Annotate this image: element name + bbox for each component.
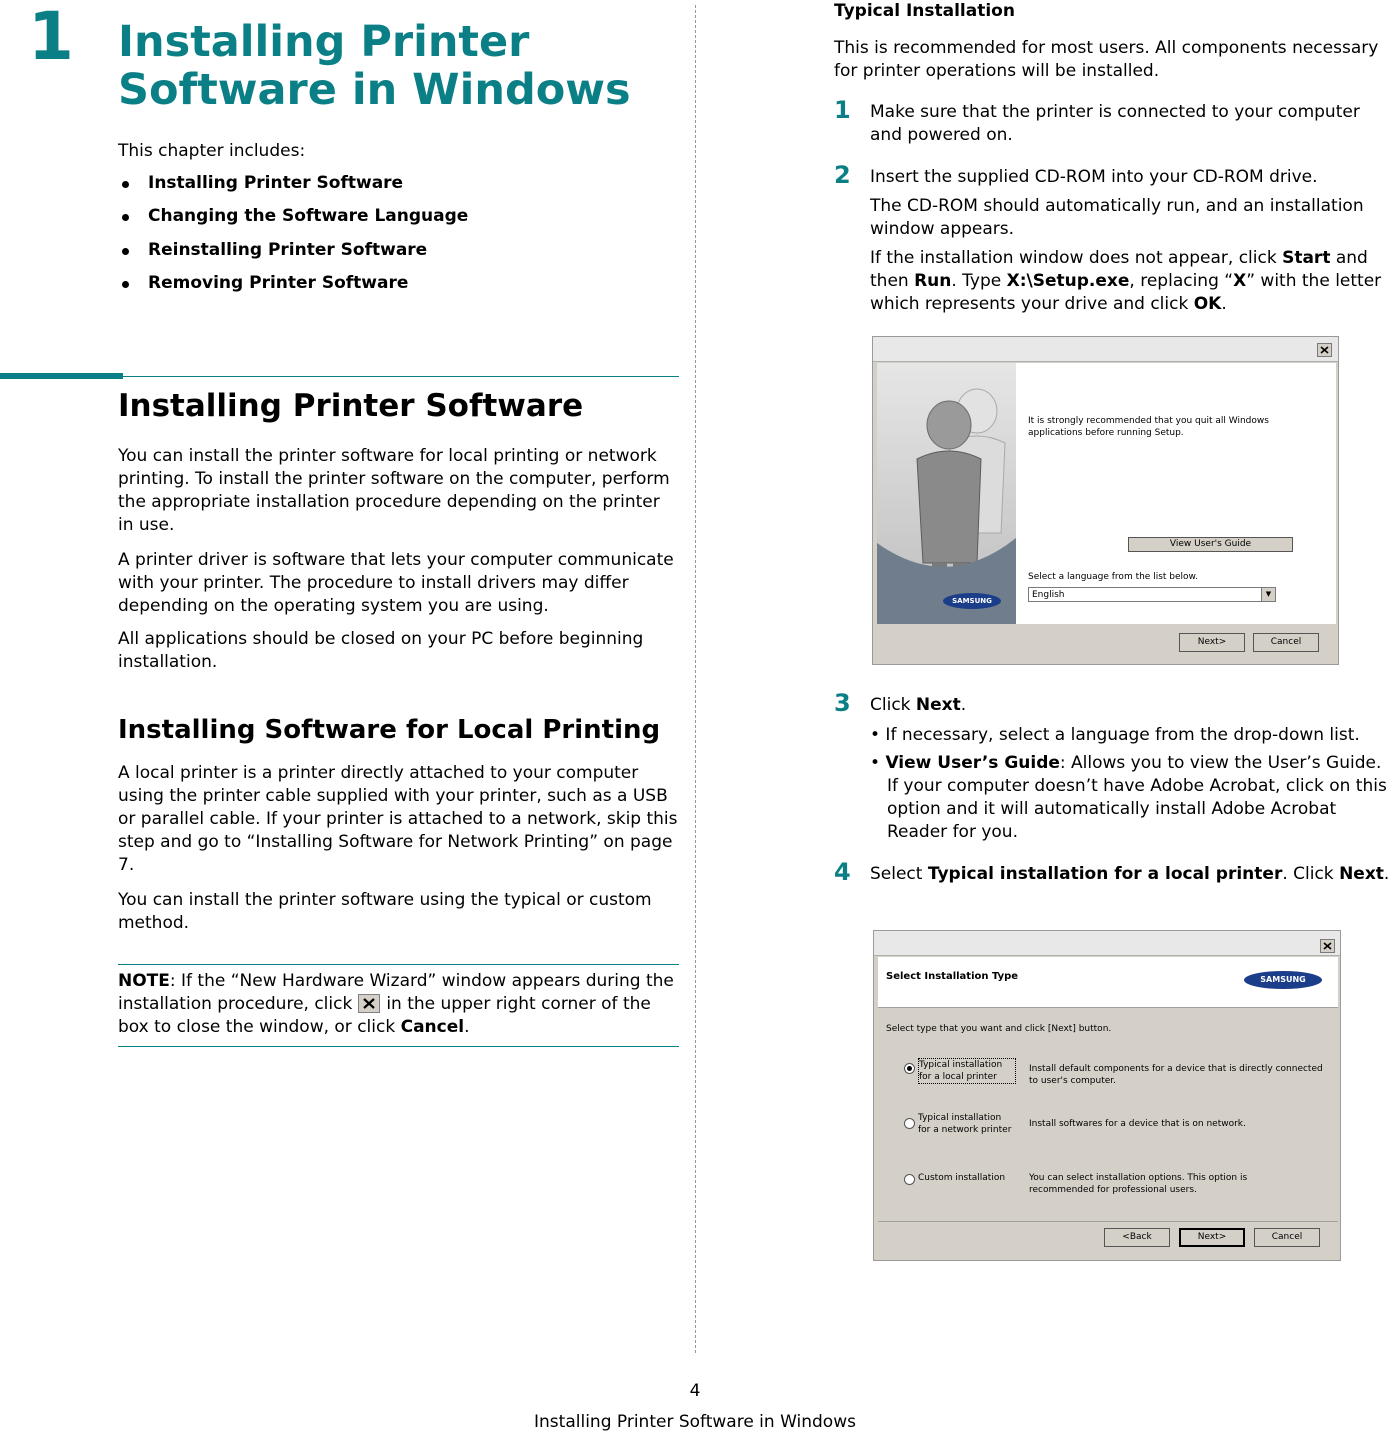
toc-item[interactable]: Changing the Software Language — [118, 205, 468, 238]
step-text: Make sure that the printer is connected to your computer and powered on. — [870, 102, 1360, 145]
note-text: in the upper right corner of the box to close the window, or click — [118, 994, 651, 1037]
subsection-paragraph: You can install the printer software using the typical or custom method. — [118, 890, 652, 933]
subsection-paragraph: A local printer is a printer directly attached to your computer using the printer cable supplied with your printer, such as a USB or parallel cable. If your printer is attached to a network, skip this step and go to “Installing Software for Network Printing” on page 7. — [118, 763, 678, 875]
section-title: Installing Printer Software — [118, 388, 584, 424]
note: NOTE: If the “New Hardware Wizard” window appears during the installation procedure, click in the upper right corner of the box to close the window, or click Cancel. — [118, 971, 674, 1037]
step-number: 3 — [834, 689, 851, 717]
note-cancel: Cancel — [400, 1017, 465, 1037]
step-text: Select Typical installation for a local printer. Click Next. — [870, 864, 1390, 884]
dialog-separator — [878, 1221, 1338, 1222]
back-button[interactable]: <Back — [1104, 1228, 1170, 1247]
next-button[interactable]: Next> — [1179, 633, 1245, 652]
note-label: NOTE — [118, 971, 170, 991]
toc-item[interactable]: Reinstalling Printer Software — [118, 239, 468, 272]
next-button[interactable]: Next> — [1179, 1228, 1245, 1247]
typical-intro: This is recommended for most users. All components necessary for printer operations will be installed. — [834, 38, 1379, 81]
language-value: English — [1032, 590, 1065, 600]
page-number: 4 — [689, 1381, 701, 1401]
step-text: Click Next. — [870, 695, 967, 715]
samsung-logo: SAMSUNG — [943, 593, 1001, 609]
column-divider — [695, 5, 696, 1353]
cancel-button[interactable]: Cancel — [1254, 1228, 1320, 1247]
language-select[interactable] — [1028, 587, 1276, 602]
section-bar — [0, 373, 123, 379]
setup-dialog-screenshot — [872, 336, 1339, 665]
step-subtext: The CD-ROM should automatically run, and an installation window appears. — [870, 196, 1364, 239]
typical-title: Typical Installation — [834, 1, 1015, 21]
language-label: Select a language from the list below. — [1028, 572, 1198, 582]
toc-item[interactable]: Removing Printer Software — [118, 272, 468, 305]
option-label[interactable]: Typical installation for a local printer — [918, 1058, 1016, 1084]
option-label[interactable]: Typical installation for a network printer — [918, 1113, 1012, 1135]
option-label[interactable]: Custom installation — [918, 1173, 1006, 1183]
step-subtext: If the installation window does not appear, click Start and then Run. Type X:\Setup.exe, replacing “X” with the letter which represents your drive and click OK. — [870, 248, 1382, 314]
cancel-button[interactable]: Cancel — [1253, 633, 1319, 652]
section-paragraph: All applications should be closed on your PC before beginning installation. — [118, 629, 644, 672]
toc-item[interactable]: Installing Printer Software — [118, 172, 468, 205]
setup-banner — [877, 363, 1016, 624]
chapter-title: Installing Printer Software in Windows — [118, 17, 631, 115]
close-icon — [358, 994, 380, 1013]
option-description: Install default components for a device that is directly connected to user's computer. — [1029, 1064, 1323, 1086]
view-guide-button[interactable]: View User's Guide — [1128, 537, 1293, 552]
dialog-header — [878, 957, 1338, 1008]
option-description: You can select installation options. This option is recommended for professional users. — [1029, 1173, 1248, 1195]
step-number: 2 — [834, 161, 851, 189]
section-paragraph: You can install the printer software for local printing or network printing. To install the printer software on the computer, perform the appropriate installation procedure depending on the printer in use. — [118, 446, 670, 535]
step-bullet: • View User’s Guide: Allows you to view the User’s Guide. If your computer doesn’t have Adobe Acrobat, click on this option and it will automatically install Adobe Acrobat Reader for you. — [870, 753, 1387, 842]
install-type-dialog-screenshot — [873, 930, 1341, 1261]
step-number: 1 — [834, 96, 851, 124]
samsung-logo: SAMSUNG — [1244, 971, 1322, 989]
chapter-toc — [118, 172, 468, 305]
note-text: : If the “New Hardware Wizard” window appears during the installation procedure, click — [118, 971, 674, 1014]
chevron-down-icon: ▼ — [1261, 588, 1275, 601]
step-number: 4 — [834, 858, 851, 886]
note-rule-bottom — [118, 1046, 679, 1047]
chapter-intro: This chapter includes: — [118, 141, 306, 161]
dialog-title: Select Installation Type — [886, 971, 1019, 982]
setup-message: It is strongly recommended that you quit all Windows applications before running Setup. — [1028, 416, 1269, 438]
note-rule-top — [118, 964, 679, 965]
radio-network[interactable] — [904, 1118, 915, 1129]
close-icon[interactable] — [1317, 343, 1332, 357]
people-illustration — [877, 363, 1016, 624]
dialog-titlebar — [874, 931, 1340, 956]
setup-content — [1016, 363, 1336, 624]
dialog-instruction: Select type that you want and click [Next] button. — [886, 1024, 1112, 1034]
step-text: Insert the supplied CD-ROM into your CD-ROM drive. — [870, 167, 1318, 187]
close-icon[interactable] — [1320, 939, 1335, 953]
subsection-title: Installing Software for Local Printing — [118, 715, 661, 745]
step-bullet: • If necessary, select a language from the drop-down list. — [870, 725, 1360, 745]
dialog-titlebar — [873, 337, 1338, 362]
footer-title: Installing Printer Software in Windows — [534, 1412, 856, 1432]
option-description: Install softwares for a device that is on network. — [1029, 1119, 1246, 1129]
radio-custom[interactable] — [904, 1174, 915, 1185]
radio-local[interactable] — [904, 1063, 915, 1074]
section-paragraph: A printer driver is software that lets your computer communicate with your printer. The procedure to install drivers may differ depending on the operating system you are using. — [118, 550, 674, 616]
chapter-number: 1 — [28, 0, 74, 75]
section-rule — [123, 376, 679, 377]
